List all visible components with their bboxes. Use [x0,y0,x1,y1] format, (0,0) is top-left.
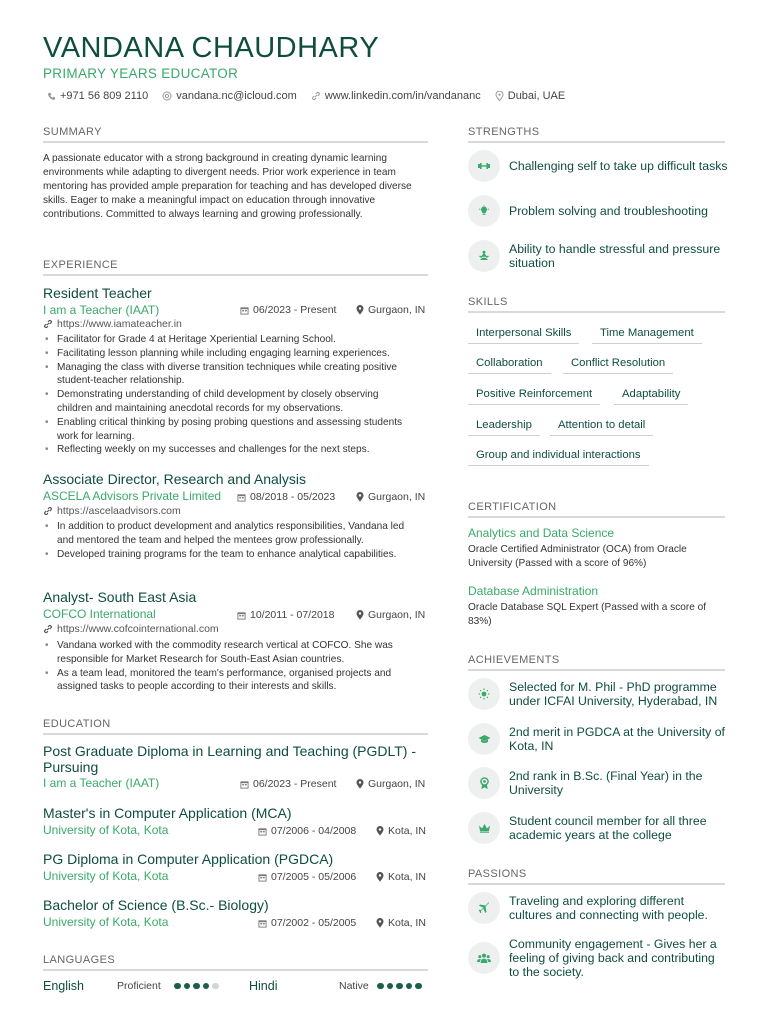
meditation-icon [468,240,500,272]
rating-dot [396,983,403,990]
list-item: • Facilitator for Grade 4 at Heritage Xperiential Learning School. [43,333,415,347]
section-summary-heading: SUMMARY [43,126,428,143]
candidate-role: PRIMARY YEARS EDUCATOR [43,66,239,81]
job-dates-text: 06/2023 - Present [253,304,337,316]
education-dates [258,917,356,929]
job-dates-text: 08/2018 - 05/2023 [250,491,336,503]
education-location-text: Kota, IN [388,825,426,837]
email-text: vandana.nc@icloud.com [176,90,297,102]
certification-desc: Oracle Database SQL Expert (Passed with a score of 83%) [468,602,707,627]
job-url-text: https://ascelaadvisors.com [57,505,181,517]
rating-dot [212,983,219,990]
location-pin-icon [376,826,384,836]
section-achievements-heading: ACHIEVEMENTS [468,654,725,671]
calendar-icon [237,493,246,502]
education-location [376,917,426,929]
rating-dot [174,983,181,990]
calendar-icon [258,919,267,928]
section-passions-heading: PASSIONS [468,868,725,885]
phone-icon [47,92,56,101]
list-item: • Facilitating lesson planning while including engaging learning experiences. [43,347,415,361]
location-pin-icon [376,872,384,882]
education-title: Master's in Computer Application (MCA) [43,805,292,821]
education-location-text: Gurgaon, IN [368,778,426,790]
achievement-text: 2nd rank in B.Sc. (Final Year) in the University [509,769,703,797]
job-url[interactable] [43,623,219,635]
location-pin-icon [356,492,364,502]
skill-tag: Time Management [592,327,702,344]
education-title: Bachelor of Science (B.Sc.- Biology) [43,897,269,913]
job-title: Resident Teacher [43,285,152,301]
achievement-text: 2nd merit in PGDCA at the University of Kota, IN [509,725,725,753]
education-dates-text: 07/2005 - 05/2006 [271,871,357,883]
job-dates [237,609,334,621]
job-location-text: Gurgaon, IN [368,304,426,316]
skill-tag: Attention to detail [550,419,653,436]
section-strengths-heading: STRENGTHS [468,126,725,143]
education-dates-text: 06/2023 - Present [253,778,337,790]
contact-bar [47,90,579,102]
linkedin-text: www.linkedin.com/in/vandananc [324,90,481,102]
skill-tag: Group and individual interactions [468,449,649,466]
education-dates [258,825,356,837]
job-bullets [43,639,415,694]
strength-item [468,150,728,182]
language-hindi [249,979,429,993]
list-item: • Enabling critical thinking by posing probing questions and assessing students work for learning. [43,416,415,444]
skill-tag: Interpersonal Skills [468,327,579,344]
education-school: I am a Teacher (IAAT) [43,776,160,790]
section-skills-heading: SKILLS [468,296,725,313]
achievement-item [468,723,728,755]
contact-email[interactable] [162,90,297,102]
location-pin-icon [356,610,364,620]
phone-text: +971 56 809 2110 [60,90,149,102]
skill-tag: Conflict Resolution [563,357,673,374]
contact-location [495,90,565,102]
job-title: Analyst- South East Asia [43,589,197,605]
job-url-text: https://www.cofcointernational.com [57,623,219,635]
achievement-item [468,812,728,844]
achievement-text: Selected for M. Phil - PhD programme under ICFAI University, Hyderabad, IN [509,680,718,708]
skill-tag: Positive Reinforcement [468,388,600,405]
language-level: Proficient [117,980,161,992]
calendar-icon [240,780,249,789]
language-name: Hindi [249,979,278,993]
education-title: Post Graduate Diploma in Learning and Teaching (PGDLT) - Pursuing [43,743,417,775]
passion-item [468,892,728,924]
certification-title: Database Administration [468,584,599,598]
crown-icon [468,812,500,844]
job-location-text: Gurgaon, IN [368,491,426,503]
link-icon [311,91,321,101]
job-title: Associate Director, Research and Analysis [43,471,307,487]
achievement-item [468,678,728,710]
rating-dot [184,983,191,990]
passion-text: Traveling and exploring different cultures and connecting with people. [509,894,708,922]
skill-tag: Collaboration [468,357,551,374]
job-company: I am a Teacher (IAAT) [43,303,160,317]
list-item: • Vandana worked with the commodity research vertical at COFCO. She was responsible for Market Research for South-East Asian countries. [43,639,415,667]
candidate-name: VANDANA CHAUDHARY [43,32,380,64]
list-item: • Reflecting weekly on my successes and challenges for the next steps. [43,443,415,457]
job-location [356,304,425,316]
calendar-icon [258,873,267,882]
education-location-text: Kota, IN [388,917,426,929]
education-dates [240,778,336,790]
rating-dot [193,983,200,990]
job-url[interactable] [43,505,181,517]
language-rating [377,983,425,990]
job-company: ASCELA Advisors Private Limited [43,489,222,503]
people-icon [468,942,500,974]
dumbbell-icon [468,150,500,182]
link-icon [43,506,53,516]
lightbulb-icon [468,195,500,227]
skill-tag: Leadership [468,419,540,436]
link-icon [43,624,53,634]
language-english [43,979,223,993]
location-text: Dubai, UAE [507,90,566,102]
education-school: University of Kota, Kota [43,915,169,929]
strength-text: Challenging self to take up difficult tasks [509,159,728,173]
achievement-item [468,767,728,799]
education-dates [258,871,356,883]
certification-desc: Oracle Certified Administrator (OCA) from Oracle University (Passed with a score of 96%) [468,544,687,569]
education-school: University of Kota, Kota [43,823,169,837]
at-icon [162,91,172,101]
job-bullets [43,520,415,561]
job-location [356,609,425,621]
rating-dot [203,983,210,990]
education-location [376,871,426,883]
rating-dot [387,983,394,990]
section-certification-heading: CERTIFICATION [468,501,725,518]
education-dates-text: 07/2006 - 04/2008 [271,825,357,837]
list-item: • Developed training programs for the team to enhance analytical capabilities. [43,548,415,562]
section-experience-heading: EXPERIENCE [43,259,428,276]
achievement-text: Student council member for all three academic years at the college [509,814,707,842]
graduation-cap-icon [468,723,500,755]
list-item: • Demonstrating understanding of child development by closely observing children and maintaining anecdotal records for my observations. [43,388,415,416]
education-location-text: Kota, IN [388,871,426,883]
calendar-icon [258,827,267,836]
strength-item [468,240,728,272]
education-location [356,778,425,790]
job-url[interactable] [43,318,182,330]
job-bullets [43,333,415,457]
airplane-icon [468,892,500,924]
education-dates-text: 07/2002 - 05/2005 [271,917,357,929]
sun-icon [468,678,500,710]
language-rating [174,983,222,990]
education-location [376,825,426,837]
contact-linkedin[interactable] [311,90,481,102]
job-dates [237,491,335,503]
section-languages-heading: LANGUAGES [43,954,428,971]
list-item: • As a team lead, monitored the team's performance, organised projects and assigned tasks to people according to their interests and skills. [43,667,415,695]
location-pin-icon [376,918,384,928]
summary-text: A passionate educator with a strong background in creating dynamic learning environments while adapting to divergent needs. Prior work experience in team mentoring has provided ample preparation for teaching and has developed diverse skills. Eager to make a meaningful impact on education through innovative contributions. Committed to always learning and growing professionally. [43,153,412,220]
list-item: • Managing the class with diverse transition techniques while creating positive student-teacher relationship. [43,361,415,389]
job-dates-text: 10/2011 - 07/2018 [250,609,335,621]
job-location-text: Gurgaon, IN [368,609,426,621]
job-location [356,491,425,503]
job-url-text: https://www.iamateacher.in [57,318,182,330]
language-name: English [43,979,84,993]
education-title: PG Diploma in Computer Application (PGDCA) [43,851,334,867]
skill-tag: Adaptability [614,388,688,405]
certification-title: Analytics and Data Science [468,526,615,540]
rating-dot [415,983,422,990]
job-dates [240,304,336,316]
rating-dot [377,983,384,990]
calendar-icon [240,306,249,315]
calendar-icon [237,611,246,620]
passion-text: Community engagement - Gives her a feeling of giving back and contributing to the society. [509,937,717,979]
section-education-heading: EDUCATION [43,718,428,735]
link-icon [43,319,53,329]
job-company: COFCO International [43,607,156,621]
list-item: • In addition to product development and analytics responsibilities, Vandana led and mentored the team and helped the mentees grow professionally. [43,520,415,548]
location-pin-icon [356,305,364,315]
language-level: Native [339,980,369,992]
location-pin-icon [356,779,364,789]
contact-phone[interactable] [47,90,148,102]
rating-dot [406,983,413,990]
education-school: University of Kota, Kota [43,869,169,883]
strength-text: Problem solving and troubleshooting [509,204,708,218]
passion-item [468,937,728,979]
location-pin-icon [495,91,504,101]
award-icon [468,767,500,799]
strength-item [468,195,728,227]
strength-text: Ability to handle stressful and pressure situation [509,242,721,270]
